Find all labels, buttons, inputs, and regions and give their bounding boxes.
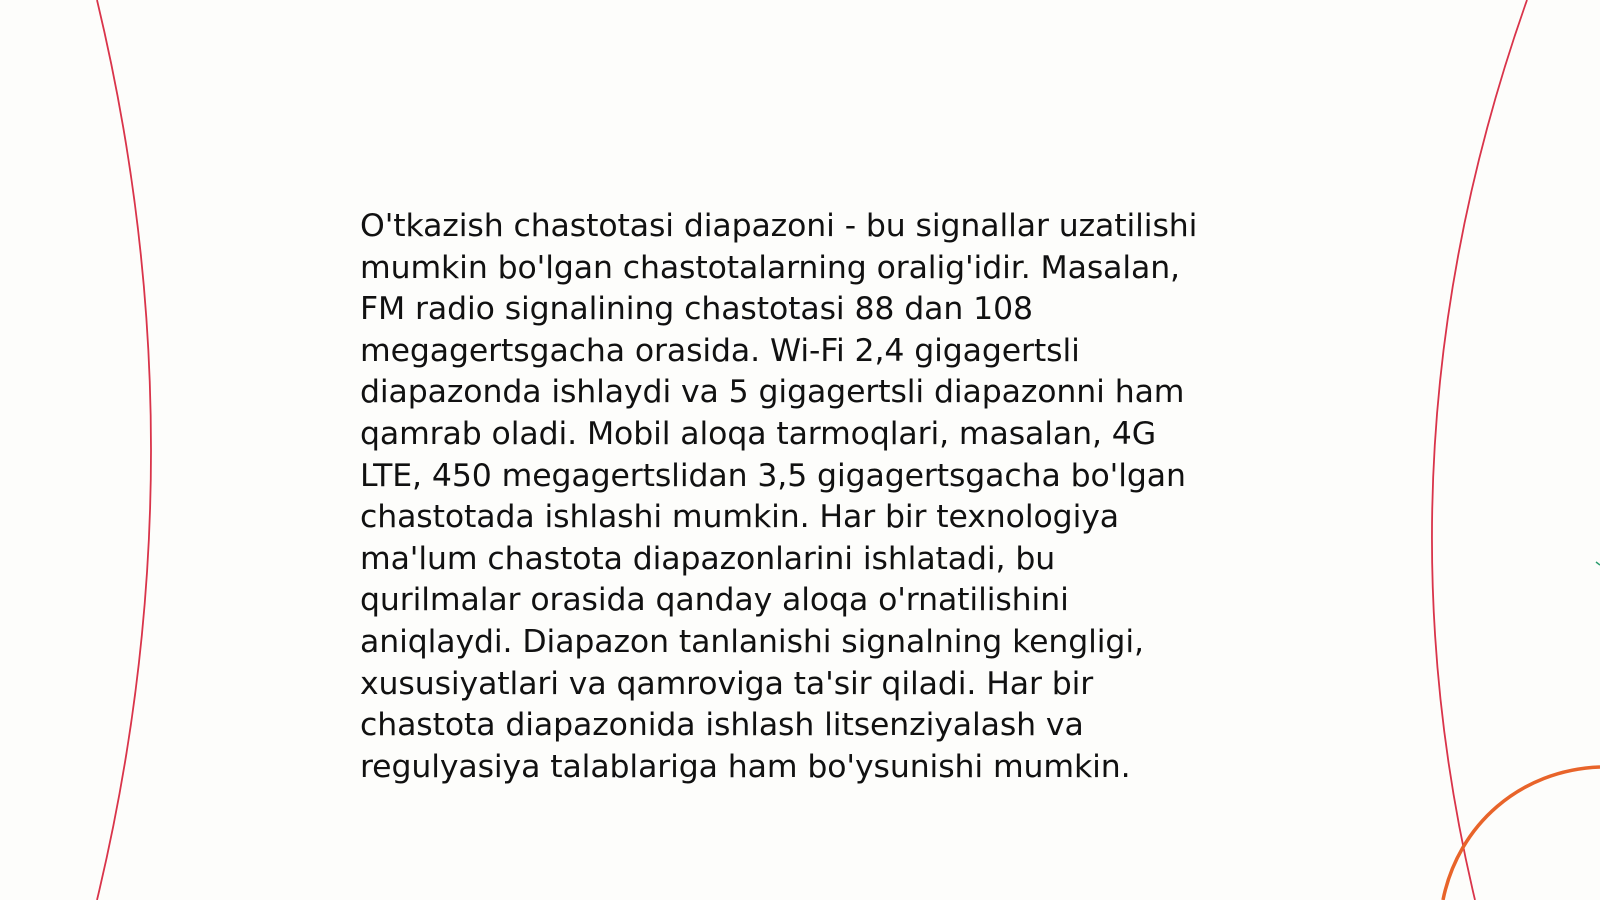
left-curve-line bbox=[97, 0, 151, 900]
paragraph-line: ma'lum chastota diapazonlarini ishlatadi, bu bbox=[360, 540, 1056, 577]
small-edge-mark bbox=[1596, 562, 1600, 565]
paragraph-line: xususiyatlari va qamroviga ta'sir qiladi. Har bir bbox=[360, 665, 1094, 702]
paragraph-line: FM radio signalining chastotasi 88 dan 108 bbox=[360, 291, 1033, 328]
paragraph-line: O'tkazish chastotasi diapazoni - bu signallar uzatilishi bbox=[360, 208, 1198, 244]
body-paragraph bbox=[360, 206, 1240, 788]
paragraph-line: LTE, 450 megagertslidan 3,5 gigagertsgacha bo'lgan bbox=[360, 457, 1186, 494]
paragraph-line: megagertsgacha orasida. Wi-Fi 2,4 gigagertsli bbox=[360, 332, 1080, 369]
paragraph-line: mumkin bo'lgan chastotalarning oralig'idir. Masalan, bbox=[360, 249, 1180, 286]
paragraph-line: qamrab oladi. Mobil aloqa tarmoqlari, masalan, 4G bbox=[360, 415, 1157, 452]
right-curve-line bbox=[1432, 0, 1527, 900]
paragraph-line: chastota diapazonida ishlash litsenziyalash va bbox=[360, 707, 1084, 744]
paragraph-line: chastotada ishlashi mumkin. Har bir texnologiya bbox=[360, 499, 1119, 536]
paragraph-line: aniqlaydi. Diapazon tanlanishi signalning kengligi, bbox=[360, 623, 1144, 660]
orange-arc bbox=[1443, 767, 1600, 900]
paragraph-line: regulyasiya talablariga ham bo'ysunishi mumkin. bbox=[360, 748, 1131, 785]
paragraph-line: diapazonda ishlaydi va 5 gigagertsli diapazonni ham bbox=[360, 374, 1185, 411]
paragraph-line: qurilmalar orasida qanday aloqa o'rnatilishini bbox=[360, 582, 1069, 619]
